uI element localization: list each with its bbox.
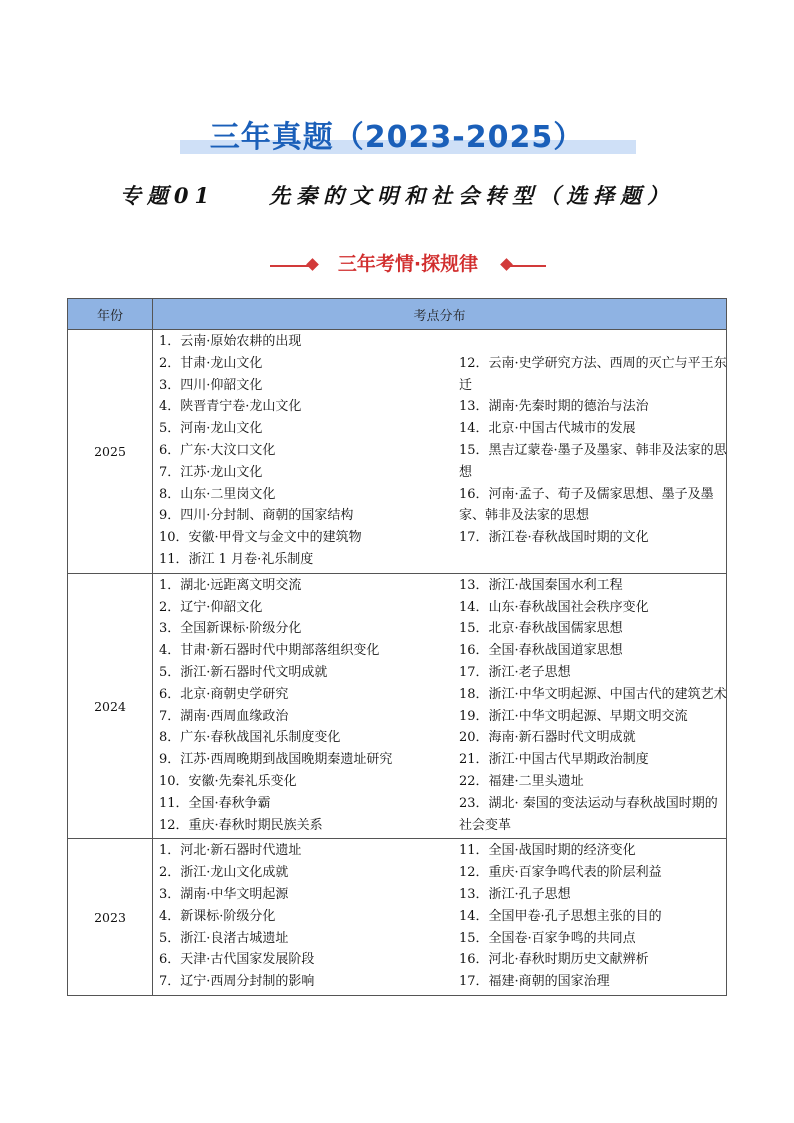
topic-item: 7．辽宁·西周分封制的影响 [159, 974, 315, 990]
table-header-row [68, 299, 727, 330]
table-row [68, 330, 727, 574]
topic-column-right [459, 575, 727, 837]
topic-item: 14．全国甲卷·孔子思想主张的目的 [459, 908, 662, 924]
topic-item: 13．浙江·孔子思想 [459, 886, 571, 902]
topic-item: 16．全国·春秋战国道家思想 [459, 643, 623, 659]
topic-item: 16．河南·孟子、荀子及儒家思想、墨子及墨家、韩非及法家的思想 [459, 486, 714, 524]
topic-item: 1．湖北·远距离文明交流 [159, 577, 302, 593]
topic-item: 1．云南·原始农耕的出现 [159, 334, 302, 349]
topic-item: 12．重庆·百家争鸣代表的阶层利益 [459, 865, 662, 881]
topic-item: 18．浙江·中华文明起源、中国古代的建筑艺术 [459, 686, 727, 702]
topic-item: 3．四川·仰韶文化 [159, 377, 263, 393]
topic-column-right [459, 840, 727, 993]
topic-item: 4．陕晋青宁卷·龙山文化 [159, 399, 302, 415]
topic-item: 8．广东·春秋战国礼乐制度变化 [159, 730, 341, 746]
topic-item: 5．浙江·新石器时代文明成就 [159, 664, 328, 680]
topic-item: 2．辽宁·仰韶文化 [159, 599, 263, 615]
topic-item: 7．江苏·龙山文化 [159, 464, 263, 480]
year-cell: 2025 [68, 330, 153, 574]
year-cell: 2023 [68, 839, 153, 996]
topic-item: 2．甘肃·龙山文化 [159, 355, 263, 371]
topic-column-left [159, 575, 459, 837]
title-block [0, 108, 794, 160]
topic-item: 17．浙江卷·春秋战国时期的文化 [459, 530, 649, 546]
topic-column-left [159, 331, 459, 571]
topic-item: 6．广东·大汶口文化 [159, 442, 276, 458]
topic-item: 16．河北·春秋时期历史文献辨析 [459, 952, 649, 968]
header-year: 年份 [68, 299, 153, 330]
topic-subtitle: 专题01 先秦的文明和社会转型（选择题） [119, 183, 675, 208]
topic-item: 5．河南·龙山文化 [159, 421, 263, 437]
topic-item: 15．黑吉辽蒙卷·墨子及墨家、韩非及法家的思想 [459, 442, 727, 480]
topic-item: 12．云南·史学研究方法、西周的灭亡与平王东迁 [459, 355, 727, 393]
topic-item: 7．湖南·西周血缘政治 [159, 708, 289, 724]
topic-item: 13．浙江·战国秦国水利工程 [459, 577, 623, 593]
topic-item: 3．湖南·中华文明起源 [159, 886, 289, 902]
topic-item: 5．浙江·良渚古城遗址 [159, 930, 289, 946]
topic-item: 14．山东·春秋战国社会秩序变化 [459, 599, 649, 615]
section-right-rule [508, 265, 546, 267]
topic-item: 17．福建·商朝的国家治理 [459, 974, 610, 990]
topic-item: 13．湖南·先秦时期的德治与法治 [459, 399, 649, 415]
topic-item: 4．甘肃·新石器时代中期部落组织变化 [159, 643, 380, 659]
topic-item: 17．浙江·老子思想 [459, 664, 571, 680]
table-row [68, 573, 727, 839]
topic-item: 11．全国·战国时期的经济变化 [459, 843, 636, 859]
topics-cell [153, 330, 727, 574]
exam-distribution-table [67, 298, 727, 996]
topic-item: 10．安徽·先秦礼乐变化 [159, 773, 297, 789]
topic-item: 10．安徽·甲骨文与金文中的建筑物 [159, 530, 362, 546]
topic-item: 15．北京·春秋战国儒家思想 [459, 621, 623, 637]
table-row [68, 839, 727, 996]
topic-item: 1．河北·新石器时代遗址 [159, 843, 302, 859]
header-distribution: 考点分布 [153, 299, 727, 330]
topic-item: 6．天津·古代国家发展阶段 [159, 952, 315, 968]
topic-item: 20．海南·新石器时代文明成就 [459, 730, 636, 746]
section-heading [270, 248, 546, 278]
topic-column-left [159, 840, 459, 993]
page-title: 三年真题（2023-2025） [209, 120, 585, 155]
topic-item [459, 331, 727, 353]
section-label: 三年考情·探规律 [337, 253, 479, 275]
topic-item: 9．四川·分封制、商朝的国家结构 [159, 508, 354, 524]
topic-column-right [459, 331, 727, 571]
topic-item: 9．江苏·西周晚期到战国晚期秦遗址研究 [159, 752, 393, 768]
topic-item: 12．重庆·春秋时期民族关系 [159, 817, 323, 833]
topic-item: 6．北京·商朝史学研究 [159, 686, 289, 702]
topic-item: 14．北京·中国古代城市的发展 [459, 421, 636, 437]
topics-cell [153, 573, 727, 839]
topic-item: 23．湖北· 秦国的变法运动与春秋战国时期的社会变革 [459, 795, 718, 833]
topic-item: 3．全国新课标·阶级分化 [159, 621, 302, 637]
year-cell: 2024 [68, 573, 153, 839]
topic-item: 19．浙江·中华文明起源、早期文明交流 [459, 708, 688, 724]
topic-item: 15．全国卷·百家争鸣的共同点 [459, 930, 636, 946]
topic-item: 11．浙江 1 月卷·礼乐制度 [159, 551, 314, 567]
topic-item: 21．浙江·中国古代早期政治制度 [459, 752, 649, 768]
topic-item: 2．浙江·龙山文化成就 [159, 865, 289, 881]
topic-item: 4．新课标·阶级分化 [159, 908, 276, 924]
topic-item: 22．福建·二里头遗址 [459, 773, 584, 789]
topic-item: 8．山东·二里岗文化 [159, 486, 276, 502]
topics-cell [153, 839, 727, 996]
topic-item: 11．全国·春秋争霸 [159, 795, 271, 811]
